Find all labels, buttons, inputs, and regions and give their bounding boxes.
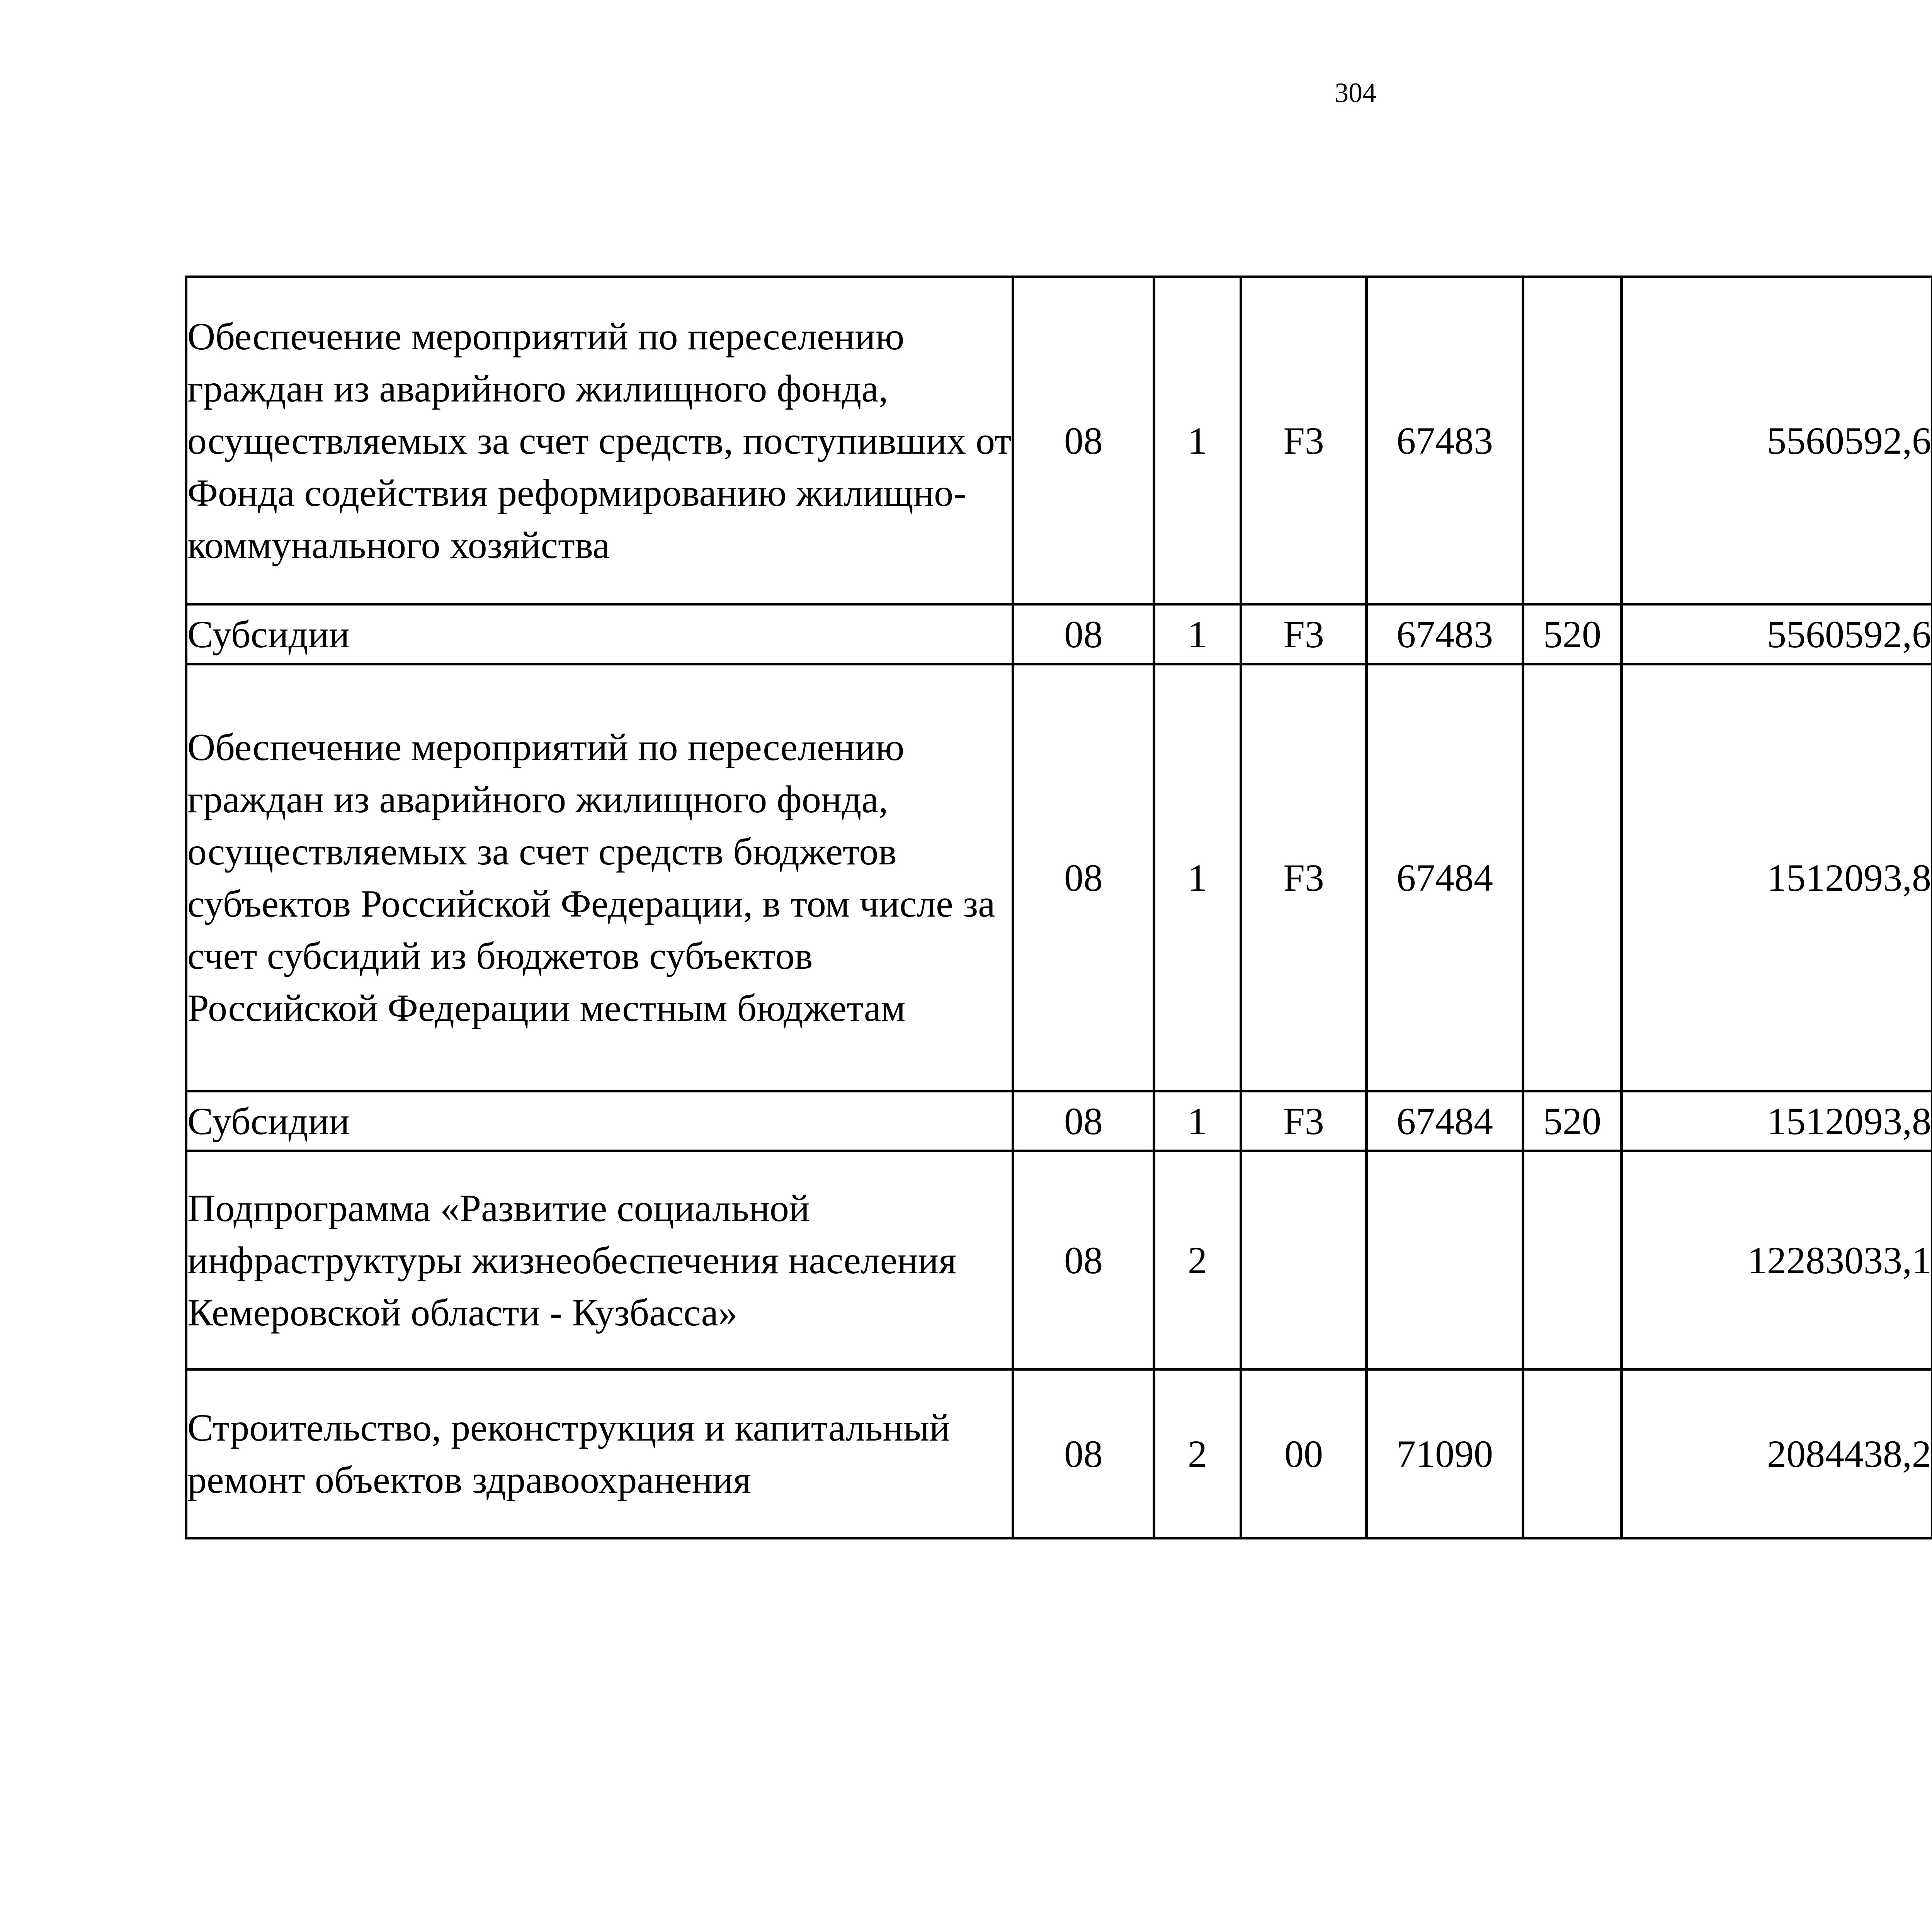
subsection-code: 1 bbox=[1154, 1091, 1241, 1151]
amount-1: 5560592,6 bbox=[1622, 277, 1932, 604]
expense-type-code: 520 bbox=[1523, 604, 1622, 664]
expense-type-code bbox=[1523, 664, 1622, 1091]
section-code: 08 bbox=[1013, 1369, 1154, 1538]
program-code: F3 bbox=[1241, 277, 1367, 604]
direction-code: 67484 bbox=[1367, 664, 1523, 1091]
row-name: Подпрограмма «Развитие социальной инфраструктуры жизнеобеспечения населения Кемеровской области - Кузбасса» bbox=[186, 1151, 1013, 1369]
page-number: 304 bbox=[1335, 77, 1376, 108]
section-code: 08 bbox=[1013, 1151, 1154, 1369]
expense-type-code bbox=[1523, 277, 1622, 604]
program-code bbox=[1241, 1151, 1367, 1369]
row-name: Обеспечение мероприятий по переселению граждан из аварийного жилищного фонда, осуществляемых за счет средств бюджетов субъектов Российской Федерации, в том числе за счет субсидий из бюджетов субъектов Российской Федерации местным бюджетам bbox=[186, 664, 1013, 1091]
row-name: Строительство, реконструкция и капитальный ремонт объектов здравоохранения bbox=[186, 1369, 1013, 1538]
amount-1: 1512093,8 bbox=[1622, 664, 1932, 1091]
program-code: F3 bbox=[1241, 664, 1367, 1091]
direction-code: 67483 bbox=[1367, 277, 1523, 604]
row-name: Субсидии bbox=[186, 604, 1013, 664]
subsection-code: 1 bbox=[1154, 277, 1241, 604]
direction-code: 67484 bbox=[1367, 1091, 1523, 1151]
expense-type-code bbox=[1523, 1369, 1622, 1538]
section-code: 08 bbox=[1013, 664, 1154, 1091]
table-row bbox=[186, 1151, 1932, 1369]
table-row bbox=[186, 277, 1932, 604]
program-code: F3 bbox=[1241, 604, 1367, 664]
budget-table bbox=[185, 276, 1932, 1539]
section-code: 08 bbox=[1013, 604, 1154, 664]
direction-code: 67483 bbox=[1367, 604, 1523, 664]
amount-1: 12283033,1 bbox=[1622, 1151, 1932, 1369]
expense-type-code: 520 bbox=[1523, 1091, 1622, 1151]
table-row bbox=[186, 1091, 1932, 1151]
program-code: 00 bbox=[1241, 1369, 1367, 1538]
program-code: F3 bbox=[1241, 1091, 1367, 1151]
amount-1: 1512093,8 bbox=[1622, 1091, 1932, 1151]
table-row bbox=[186, 604, 1932, 664]
subsection-code: 1 bbox=[1154, 604, 1241, 664]
direction-code: 71090 bbox=[1367, 1369, 1523, 1538]
subsection-code: 2 bbox=[1154, 1151, 1241, 1369]
amount-1: 5560592,6 bbox=[1622, 604, 1932, 664]
table-row bbox=[186, 664, 1932, 1091]
expense-type-code bbox=[1523, 1151, 1622, 1369]
amount-1: 2084438,2 bbox=[1622, 1369, 1932, 1538]
section-code: 08 bbox=[1013, 1091, 1154, 1151]
section-code: 08 bbox=[1013, 277, 1154, 604]
subsection-code: 1 bbox=[1154, 664, 1241, 1091]
subsection-code: 2 bbox=[1154, 1369, 1241, 1538]
row-name: Обеспечение мероприятий по переселению граждан из аварийного жилищного фонда, осуществляемых за счет средств, поступивших от Фонда содействия реформированию жилищно-коммунального хозяйства bbox=[186, 277, 1013, 604]
row-name: Субсидии bbox=[186, 1091, 1013, 1151]
direction-code bbox=[1367, 1151, 1523, 1369]
table-row bbox=[186, 1369, 1932, 1538]
